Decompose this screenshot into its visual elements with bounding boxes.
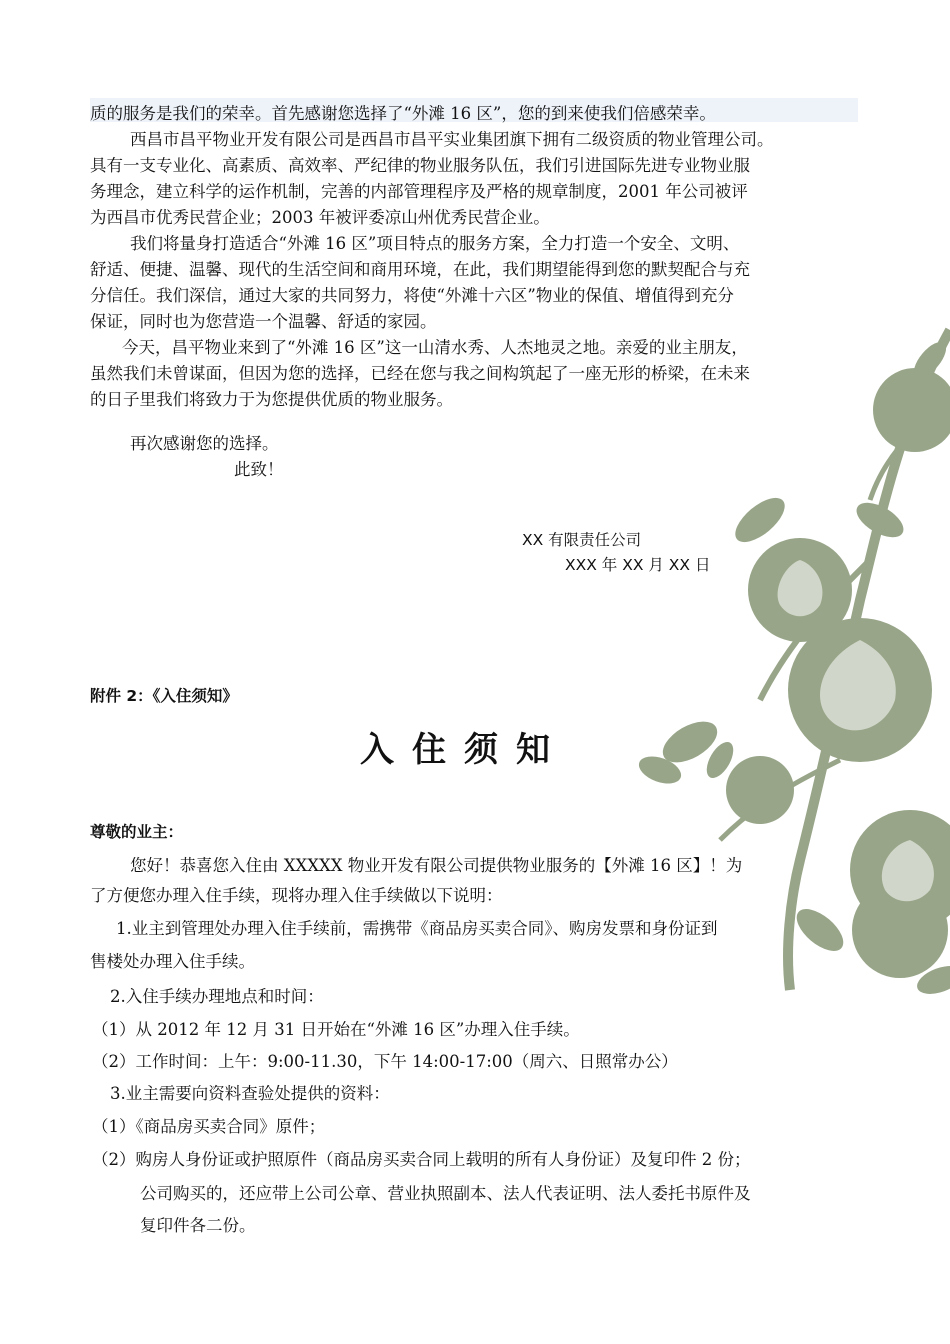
notice-line-7: （2）工作时间：上午：9:00-11.30，下午 14:00-17:00（周六、日照常办公） — [92, 1052, 678, 1071]
notice-line-4: 售楼处办理入住手续。 — [90, 952, 255, 971]
letter-line-6: 我们将量身打造适合“外滩 16 区”项目特点的服务方案，全力打造一个安全、文明、 — [130, 234, 740, 253]
notice-line-9: （1）《商品房买卖合同》原件； — [92, 1117, 326, 1136]
letter-line-9: 保证，同时也为您营造一个温馨、舒适的家园。 — [90, 312, 437, 331]
company-name: XX 有限责任公司 — [522, 531, 642, 549]
notice-line-1: 您好！恭喜您入住由 XXXXX 物业开发有限公司提供物业服务的【外滩 16 区】！为 — [130, 856, 743, 875]
page-title: 入住须知 — [360, 730, 568, 770]
letter-line-2: 西昌市昌平物业开发有限公司是西昌市昌平实业集团旗下拥有二级资质的物业管理公司。 — [130, 130, 774, 149]
letter-line-12: 的日子里我们将致力于为您提供优质的物业服务。 — [90, 390, 453, 409]
letter-line-1: 质的服务是我们的荣幸。首先感谢您选择了“外滩 16 区”，您的到来使我们倍感荣幸。 — [90, 104, 716, 123]
letter-line-5: 为西昌市优秀民营企业；2003 年被评委凉山州优秀民营企业。 — [90, 208, 550, 227]
attachment-label: 附件 2：《入住须知》 — [90, 687, 238, 705]
notice-line-6: （1）从 2012 年 12 月 31 日开始在“外滩 16 区”办理入住手续。 — [92, 1020, 580, 1039]
letter-date: XXX 年 XX 月 XX 日 — [565, 556, 711, 574]
salute-text: 此致！ — [234, 460, 284, 479]
notice-line-8: 3.业主需要向资料查验处提供的资料： — [110, 1084, 390, 1103]
greeting: 尊敬的业主： — [90, 823, 184, 841]
letter-line-11: 虽然我们未曾谋面，但因为您的选择，已经在您与我之间构筑起了一座无形的桥梁，在未来 — [90, 364, 750, 383]
thanks-text: 再次感谢您的选择。 — [130, 434, 279, 453]
notice-line-2: 了方便您办理入住手续，现将办理入住手续做以下说明： — [90, 886, 503, 905]
letter-line-4: 务理念，建立科学的运作机制，完善的内部管理程序及严格的规章制度，2001 年公司被评 — [90, 182, 748, 201]
letter-line-8: 分信任。我们深信，通过大家的共同努力，将使“外滩十六区”物业的保值、增值得到充分 — [90, 286, 734, 305]
notice-line-11: 公司购买的，还应带上公司公章、营业执照副本、法人代表证明、法人委托书原件及 — [140, 1184, 751, 1203]
notice-line-10: （2）购房人身份证或护照原件（商品房买卖合同上载明的所有人身份证）及复印件 2 份； — [92, 1150, 751, 1169]
notice-line-3: 1.业主到管理处办理入住手续前，需携带《商品房买卖合同》、购房发票和身份证到 — [116, 919, 718, 938]
notice-line-5: 2.入住手续办理地点和时间： — [110, 987, 324, 1006]
notice-line-12: 复印件各二份。 — [140, 1216, 256, 1235]
letter-line-3: 具有一支专业化、高素质、高效率、严纪律的物业服务队伍，我们引进国际先进专业物业服 — [90, 156, 750, 175]
letter-line-7: 舒适、便捷、温馨、现代的生活空间和商用环境，在此，我们期望能得到您的默契配合与充 — [90, 260, 750, 279]
letter-line-10: 今天，昌平物业来到了“外滩 16 区”这一山清水秀、人杰地灵之地。亲爱的业主朋友， — [122, 338, 748, 357]
